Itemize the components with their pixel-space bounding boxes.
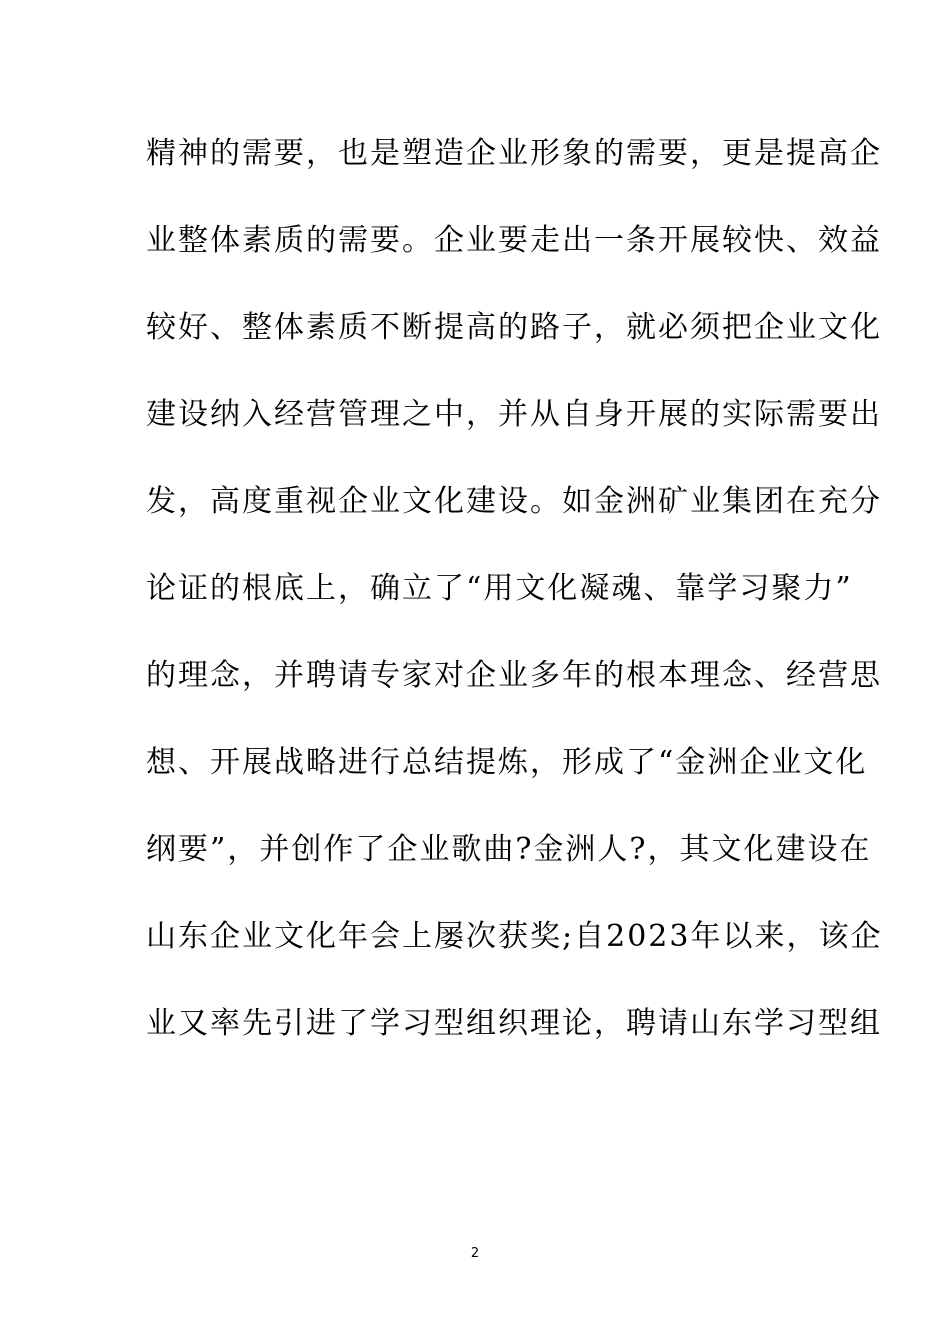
text-line: 业又率先引进了学习型组织理论，聘请山东学习型组 [146, 1006, 882, 1041]
body-text [146, 124, 883, 1081]
text-line: 山东企业文化年会上屡次获奖;自2023年以来，该企 [146, 919, 883, 954]
text-line: 想、开展战略进行总结提炼，形成了“金洲企业文化 [146, 745, 868, 780]
text-line: 精神的需要，也是塑造企业形象的需要，更是提高企 [146, 136, 882, 171]
text-line: 论证的根底上，确立了“用文化凝魂、靠学习聚力” [146, 571, 853, 606]
text-line: 建设纳入经营管理之中，并从自身开展的实际需要出 [146, 397, 882, 432]
text-line: 的理念，并聘请专家对企业多年的根本理念、经营思 [146, 658, 882, 693]
text-line: 业整体素质的需要。企业要走出一条开展较快、效益 [146, 223, 882, 258]
text-line: 较好、整体素质不断提高的路子，就必须把企业文化 [146, 310, 882, 345]
text-line: 纲要”，并创作了企业歌曲?金洲人?，其文化建设在 [146, 832, 872, 867]
text-line: 发，高度重视企业文化建设。如金洲矿业集团在充分 [146, 484, 882, 519]
page-number: 2 [470, 1246, 480, 1261]
